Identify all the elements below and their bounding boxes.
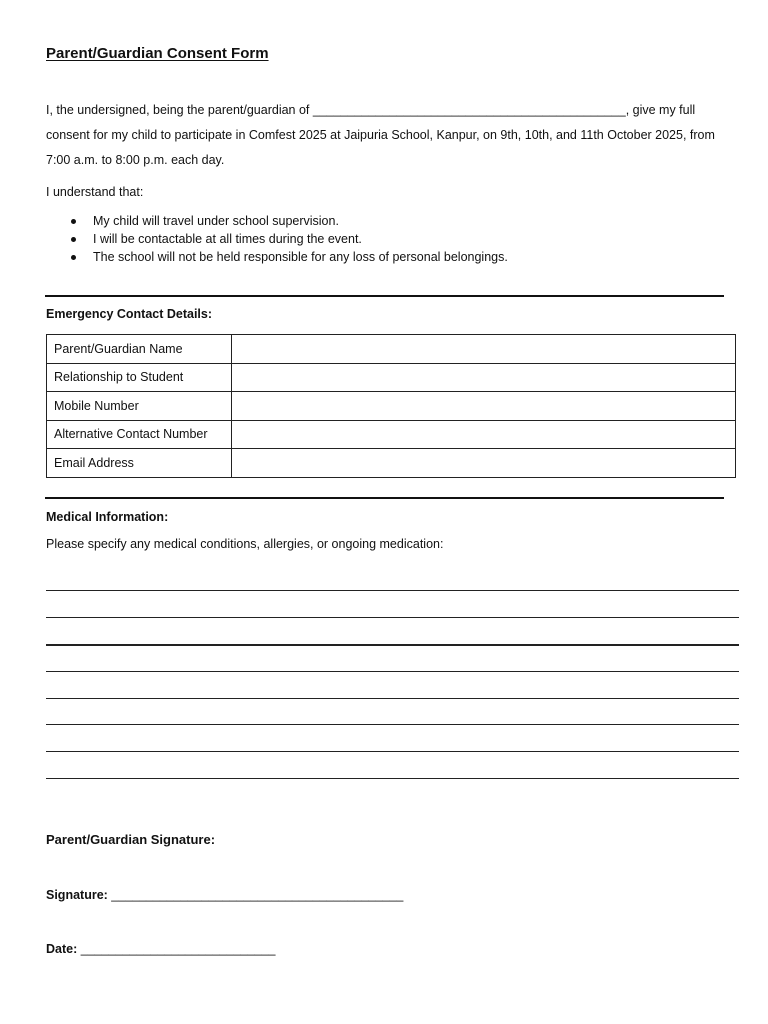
medical-write-line[interactable] — [46, 778, 739, 779]
medical-write-line[interactable] — [46, 617, 739, 618]
list-item — [46, 212, 508, 230]
medical-heading: Medical Information: — [46, 510, 169, 524]
table-cell-label: Email Address — [47, 449, 232, 478]
signature-field[interactable]: __________________________________________ — [111, 888, 404, 902]
consent-paragraph: I, the undersigned, being the parent/guardian of _____________________________________________, give my full consent for my child to participate in Comfest 2025 at Jaipuria School, Kanpur, on 9th, 10th, and 11th October 2025, from 7:00 a.m. to 8:00 p.m. each day. — [46, 103, 715, 167]
relationship-field[interactable] — [232, 363, 736, 392]
list-item-text: The school will not be held responsible for any loss of personal belongings. — [93, 250, 508, 264]
table-row — [47, 392, 736, 421]
emergency-heading: Emergency Contact Details: — [46, 307, 213, 321]
section-divider — [45, 295, 724, 297]
list-item-text: My child will travel under school supervision. — [93, 214, 339, 228]
understand-list — [46, 212, 508, 266]
table-cell-label: Relationship to Student — [47, 363, 232, 392]
medical-write-line[interactable] — [46, 644, 739, 646]
medical-write-line[interactable] — [46, 590, 739, 591]
section-divider — [45, 497, 724, 499]
signature-row — [46, 888, 403, 902]
bullet-icon — [71, 237, 76, 242]
guardian-name-field[interactable] — [232, 335, 736, 364]
medical-write-line[interactable] — [46, 751, 739, 752]
table-row — [47, 363, 736, 392]
bullet-icon — [71, 219, 76, 224]
list-item — [46, 248, 508, 266]
form-title: Parent/Guardian Consent Form — [46, 45, 269, 62]
date-row — [46, 942, 275, 956]
list-item-text: I will be contactable at all times during the event. — [93, 232, 362, 246]
medical-write-line[interactable] — [46, 724, 739, 725]
medical-write-line[interactable] — [46, 671, 739, 672]
mobile-number-field[interactable] — [232, 392, 736, 421]
table-cell-label: Alternative Contact Number — [47, 420, 232, 449]
list-item — [46, 230, 508, 248]
signature-label: Signature: — [46, 888, 108, 902]
date-field[interactable]: ____________________________ — [80, 942, 276, 956]
date-label: Date: — [46, 942, 78, 956]
understand-intro: I understand that: — [46, 185, 144, 199]
medical-instruction: Please specify any medical conditions, allergies, or ongoing medication: — [46, 537, 444, 551]
table-row — [47, 420, 736, 449]
bullet-icon — [71, 255, 76, 260]
table-cell-label: Parent/Guardian Name — [47, 335, 232, 364]
table-row — [47, 449, 736, 478]
table-row — [47, 335, 736, 364]
medical-write-line[interactable] — [46, 698, 739, 699]
emergency-contact-table — [46, 334, 736, 478]
alternative-contact-field[interactable] — [232, 420, 736, 449]
table-cell-label: Mobile Number — [47, 392, 232, 421]
email-address-field[interactable] — [232, 449, 736, 478]
signature-heading: Parent/Guardian Signature: — [46, 832, 216, 847]
